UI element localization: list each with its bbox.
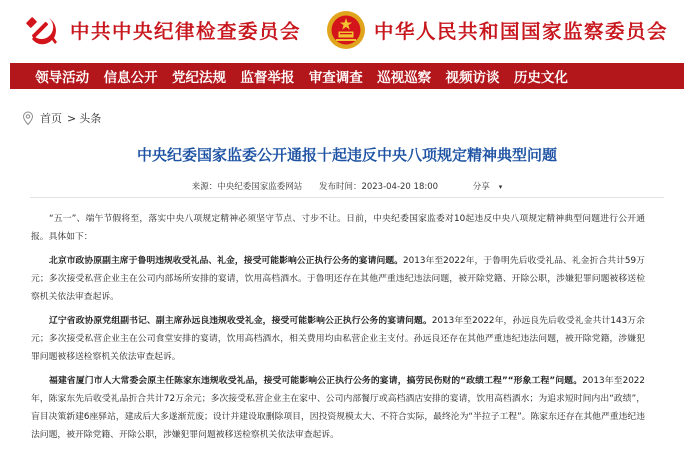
case-paragraph xyxy=(31,372,645,444)
nav-item-leader-activities[interactable]: 领导活动 xyxy=(35,70,90,86)
breadcrumb-home[interactable]: 首页 xyxy=(40,112,62,125)
article-meta xyxy=(0,180,694,192)
share-button[interactable] xyxy=(466,182,503,192)
nav-item-video[interactable]: 视频访谈 xyxy=(445,70,500,86)
article-source: 来源：中央纪委国家监委网站 xyxy=(191,182,303,192)
nav-item-regulations[interactable]: 党纪法规 xyxy=(171,70,226,86)
divider xyxy=(30,197,664,198)
case-text: 2013年至2022年，孙远良先后收受礼金共计143万余元；多次接受私营企业主在公司食堂安排的宴请，饮用高档酒水，相关费用均由私营企业主支付。孙远良还存在其他严重违纪违法问题，被开除党籍，涉嫌犯罪问题被移送检察机关依法审查起诉。 xyxy=(31,316,645,362)
case-text: 2013年至2022年，陈家东先后收受礼品折合共计72万余元；多次接受私营企业主在家中、公司内部餐厅或高档酒店安排的宴请，饮用高档酒水；为追求短时间内出“政绩”，盲目决策新建6座驿站，建成后大多遂渐荒废；设计并建设取删除项目，因投资规模太大、不符合实际，最终沦为“半拉子工程”。陈家东还存在其他严重违纪违法问题，被开除党籍、开除公职，涉嫌犯罪问题被移送检察机关依法审查起诉。 xyxy=(31,376,645,440)
case-paragraph xyxy=(31,312,645,366)
case-heading: 福建省厦门市人大常委会原主任陈家东违规收受礼品，接受可能影响公正执行公务的宴请，搞劳民伤财的“政绩工程”“形象工程”问题。 xyxy=(49,376,583,386)
nav-item-information[interactable]: 信息公开 xyxy=(103,70,158,86)
national-emblem-icon xyxy=(326,10,366,50)
article-body xyxy=(31,210,645,444)
breadcrumb-current[interactable]: 头条 xyxy=(79,112,102,125)
breadcrumb-separator: > xyxy=(67,111,77,125)
nav-item-inspection[interactable]: 巡视巡察 xyxy=(377,70,432,86)
case-heading: 辽宁省政协原党组副书记、副主席孙远良违规收受礼金，接受可能影响公正执行公务的宴请问题。 xyxy=(49,316,432,326)
nav-item-investigation[interactable]: 审查调查 xyxy=(308,70,363,86)
nsc-name: 中华人民共和国国家监察委员会 xyxy=(374,20,669,43)
article-title: 中央纪委国家监委公开通报十起违反中央八项规定精神典型问题 xyxy=(136,146,557,164)
nsc-brand[interactable] xyxy=(326,10,668,50)
breadcrumb xyxy=(22,110,101,126)
location-pin-icon xyxy=(22,111,34,126)
ccdi-name: 中共中央纪律检查委员会 xyxy=(70,20,302,43)
nav-item-history[interactable]: 历史文化 xyxy=(513,70,568,86)
caret-down-icon: ▾ xyxy=(498,183,503,191)
share-label: 分享 xyxy=(472,182,490,192)
article-date: 发布时间：2023-04-20 18:00 xyxy=(318,182,439,192)
main-nav xyxy=(10,63,684,89)
ccdi-brand[interactable] xyxy=(22,10,301,50)
nav-item-report[interactable]: 监督举报 xyxy=(240,70,295,86)
masthead xyxy=(0,0,694,63)
case-paragraph xyxy=(31,252,645,306)
case-text: 2013年至2022年，于鲁明先后收受礼品、礼金折合共计59万元；多次接受私营企业主在公司内部场所安排的宴请，饮用高档酒水。于鲁明还存在其他严重违纪违法问题，被开除党籍、开除公职，涉嫌犯罪问题被移送检察机关依法审查起诉。 xyxy=(31,256,645,302)
hammer-sickle-icon xyxy=(22,10,62,50)
article-intro: “五一”、端午节假将至，落实中央八项规定精神必须坚守节点、寸步不让。日前，中央纪委国家监委对10起违反中央八项规定精神典型问题进行公开通报。具体如下： xyxy=(31,214,645,242)
case-heading: 北京市政协原副主席于鲁明违规收受礼品、礼金，接受可能影响公正执行公务的宴请问题。 xyxy=(49,256,404,266)
